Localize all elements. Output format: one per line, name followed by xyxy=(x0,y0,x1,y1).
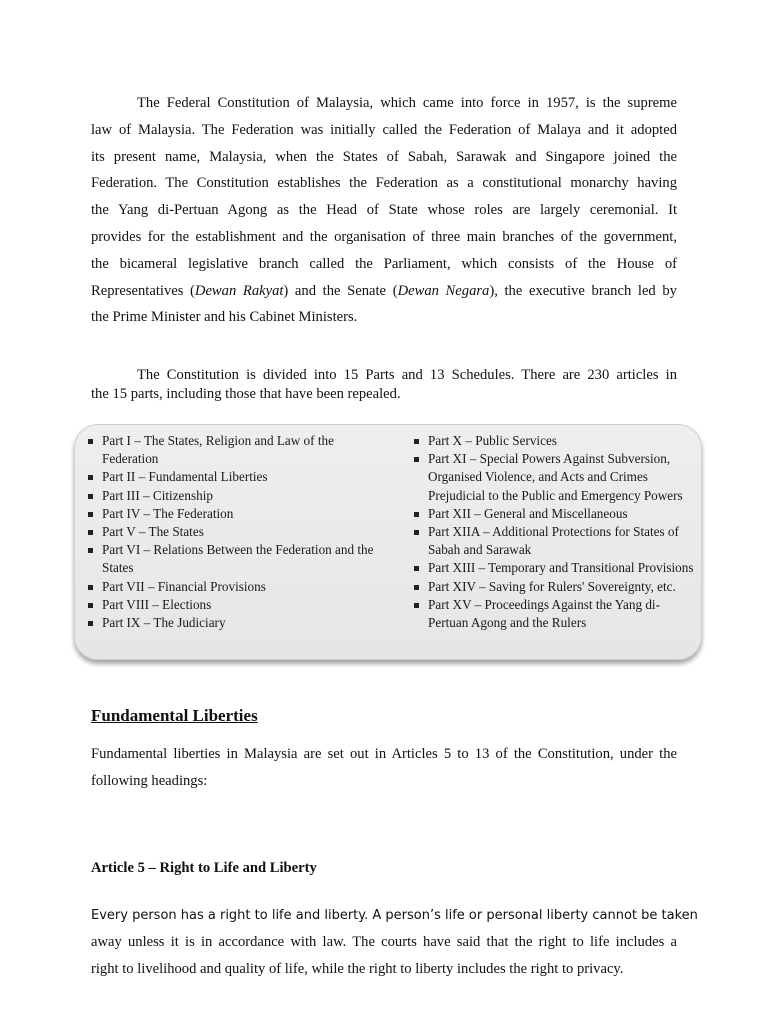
constitution-parts-box xyxy=(74,424,702,660)
text-line: following headings: xyxy=(91,773,208,789)
list-item: Part XIV – Saving for Rulers' Sovereignty, etc. xyxy=(413,578,698,596)
text-line: Fundamental liberties in Malaysia are set out in Articles 5 to 13 of the Constitution, under the xyxy=(91,746,677,762)
list-item: Part XV – Proceedings Against the Yang di-Pertuan Agong and the Rulers xyxy=(413,596,698,632)
list-item: Part V – The States xyxy=(87,523,377,541)
text-line: its present name, Malaysia, when the States of Sabah, Sarawak and Singapore joined the xyxy=(91,148,677,165)
text-line: the 15 parts, including those that have been repealed. xyxy=(91,386,401,402)
list-item: Part VII – Financial Provisions xyxy=(87,578,377,596)
text-segment: ) and the Senate ( xyxy=(283,282,398,299)
list-item: Part IV – The Federation xyxy=(87,505,377,523)
list-item: Part XIIA – Additional Protections for States of Sabah and Sarawak xyxy=(413,523,698,559)
list-item: Part XIII – Temporary and Transitional Provisions xyxy=(413,559,698,577)
text-line: law of Malaysia. The Federation was initially called the Federation of Malaya and it adopted xyxy=(91,121,677,138)
text-line: The Federal Constitution of Malaysia, which came into force in 1957, is the supreme xyxy=(137,95,677,111)
structure-paragraph xyxy=(91,366,677,404)
list-item: Part VIII – Elections xyxy=(87,596,377,614)
list-item: Part III – Citizenship xyxy=(87,487,377,505)
article5-paragraph xyxy=(91,902,698,983)
italic-term: Dewan Rakyat xyxy=(194,282,284,299)
article-heading: Article 5 – Right to Life and Liberty xyxy=(91,860,317,876)
text-line: the Prime Minister and his Cabinet Ministers. xyxy=(91,309,358,326)
list-item: Part IX – The Judiciary xyxy=(87,614,377,632)
text-line: provides for the establishment and the organisation of three main branches of the government, xyxy=(91,228,677,245)
text-line: The Constitution is divided into 15 Parts and 13 Schedules. There are 230 articles in xyxy=(137,367,677,383)
list-item: Part II – Fundamental Liberties xyxy=(87,468,377,486)
text-line: Every person has a right to life and liberty. A person’s life or personal liberty cannot be taken xyxy=(91,908,698,923)
list-item: Part I – The States, Religion and Law of the Federation xyxy=(87,432,377,468)
text-line: the bicameral legislative branch called the Parliament, which consists of the House of xyxy=(91,255,677,272)
fundamental-paragraph xyxy=(91,741,677,795)
parts-list-left xyxy=(87,432,377,632)
text-line: right to livelihood and quality of life, while the right to liberty includes the right to privacy. xyxy=(91,961,624,977)
list-item: Part X – Public Services xyxy=(413,432,698,450)
italic-term: Dewan Negara xyxy=(397,282,490,299)
text-line: Federation. The Constitution establishes the Federation as a constitutional monarchy having xyxy=(91,175,677,192)
section-heading: Fundamental Liberties xyxy=(91,706,258,725)
text-line: away unless it is in accordance with law. The courts have said that the right to life includes a xyxy=(91,934,677,950)
text-segment: ), the executive branch led by xyxy=(489,282,677,299)
text-line: the Yang di-Pertuan Agong as the Head of State whose roles are largely ceremonial. It xyxy=(91,202,677,219)
list-item: Part XII – General and Miscellaneous xyxy=(413,505,698,523)
intro-paragraph xyxy=(91,90,677,331)
list-item: Part XI – Special Powers Against Subversion, Organised Violence, and Acts and Crimes Prejudicial to the Public and Emergency Powers xyxy=(413,450,698,505)
text-segment: Representatives ( xyxy=(91,282,195,299)
text-line xyxy=(91,278,677,305)
parts-list-right xyxy=(413,432,698,632)
list-item: Part VI – Relations Between the Federation and the States xyxy=(87,541,377,577)
